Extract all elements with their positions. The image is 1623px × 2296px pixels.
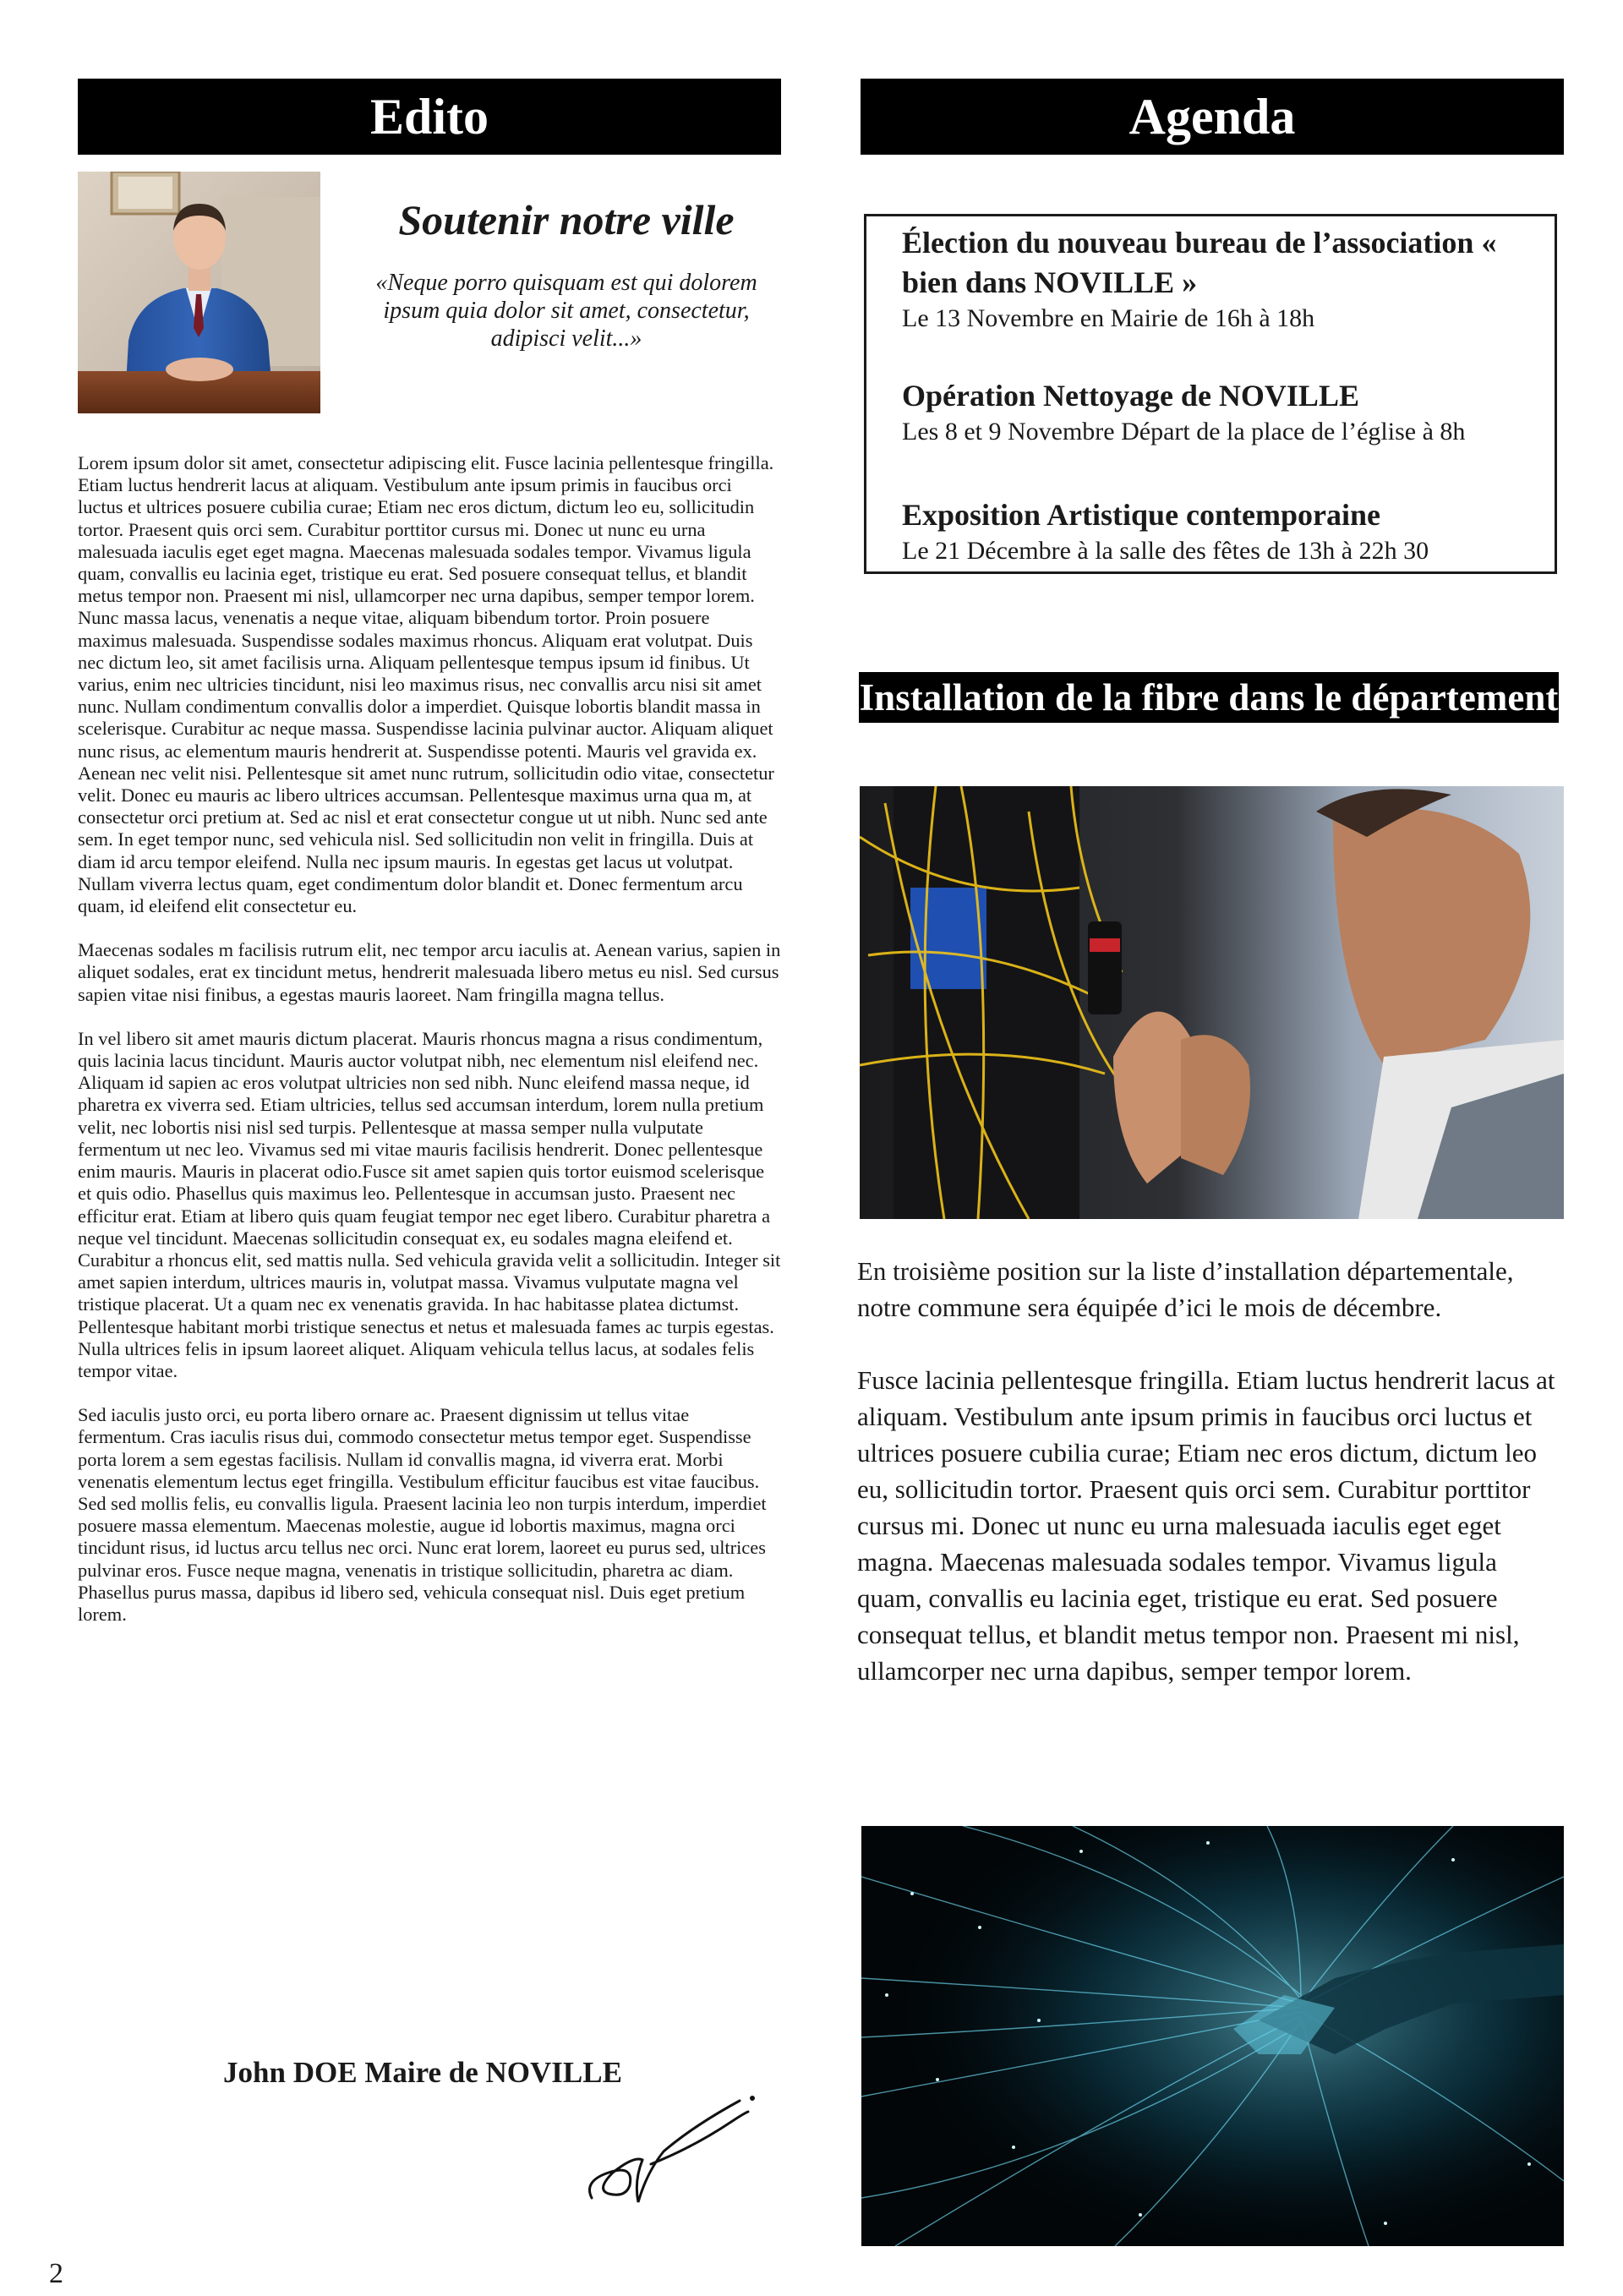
agenda-event-title: Opération Nettoyage de NOVILLE (902, 379, 1359, 413)
agenda-event-detail: Le 21 Décembre à la salle des fêtes de 13h à 22h 30 (902, 537, 1429, 565)
agenda-box (864, 214, 1557, 574)
fiber-optic-image (861, 1826, 1564, 2246)
fiber-optic-photo (861, 1826, 1564, 2246)
mayor-photo (78, 172, 320, 413)
fibre-paragraph: En troisième position sur la liste d’installation départementale, notre commune sera équipée d’ici le mois de décembre. (857, 1256, 1514, 1322)
agenda-event-detail: Le 13 Novembre en Mairie de 16h à 18h (902, 304, 1315, 332)
agenda-event (902, 223, 1544, 334)
agenda-event-title: Exposition Artistique contemporaine (902, 498, 1381, 532)
edito-paragraph: Maecenas sodales m facilisis rutrum elit, nec tempor arcu iaculis at. Aenean varius, sapien in aliquet sodales, erat ex tincidunt metus, hendrerit malesuada libero metus eu nisl. Sed cursus sapien vitae nisi finibus, a egestas mauris laoreet. Nam fringilla magna tellus. (78, 939, 781, 1005)
edito-paragraph: Lorem ipsum dolor sit amet, consectetur adipiscing elit. Fusce lacinia pellentesque fringilla. Etiam luctus hendrerit lacus at aliquam. Vestibulum ante ipsum primis in faucibus orci luctus et ultrices posuere cubilia curae; Etiam nec eros dictum, dictum leo eu, sollicitudin tortor. Praesent quis orci sem. Curabitur porttitor cursus mi. Donec ut nunc eu urna malesuada iaculis eget eget magna. Maecenas malesuada sodales tempor. Vivamus ligula quam, convallis eu lacinia eget, tristique eu erat. Sed posuere consequat tellus, et blandit metus tempor non. Praesent mi nisl, ullamcorper nec urna dapibus, semper tempor lorem. Nunc massa lacus, venenatis a neque vitae, aliquam bibendum tortor. Proin posuere maximus malesuada. Suspendisse sodales maximus rhoncus. Aliquam erat volutpat. Duis nec dictum leo, sit amet facilisis urna. Aliquam pellentesque tempus ipsum id finibus. Ut varius, enim nec ultricies tincidunt, nisi leo maximus risus, nec convallis arcu nisi sit amet nunc. Nullam condimentum convallis dolor a imperdiet. Quisque lobortis blandit massa in scelerisque. Curabitur ac neque massa. Suspendisse lacinia pulvinar auctor. Aliquam aliquet nunc risus, ac elementum mauris hendrerit at. Suspendisse potenti. Mauris vel gravida ex. Aenean nec velit nisi. Pellentesque sit amet nunc rutrum, sollicitudin odio vitae, consectetur velit. Donec eu mauris ac libero ultrices accumsan. Pellentesque maximus urna qua m, at consectetur orci pretium at. Sed ac nisl et erat consectetur congue ut ut nibh. Nunc sed ante sem. In eget tempor nunc, sed vehicula nisl. Sed sollicitudin non velit in fringilla. Duis at diam id arcu tempor eleifend. Nulla nec ipsum mauris. In egestas get lacus ut volutpat. Nullam viverra lectus quam, eget condimentum dolor blandit et. Donec fermentum arcu quam, id eleifend elit consectetur eu. (78, 452, 774, 917)
agenda-event (902, 495, 1544, 566)
agenda-event-title: Élection du nouveau bureau de l’association « bien dans NOVILLE » (902, 226, 1497, 299)
handwritten-signature (583, 2080, 761, 2206)
edito-title: Soutenir notre ville (398, 196, 735, 243)
edito-quote: «Neque porro quisquam est qui dolorem ipsum quia dolor sit amet, consectetur, adipisci velit...» (375, 270, 757, 352)
edito-header: Edito (78, 79, 781, 155)
fibre-paragraph: Fusce lacinia pellentesque fringilla. Etiam luctus hendrerit lacus at aliquam. Vestibulum ante ipsum primis in faucibus orci luctus et ultrices posuere cubilia curae; Etiam nec eros dictum, dictum leo eu, sollicitudin tortor. Praesent quis orci sem. Curabitur porttitor cursus mi. Donec ut nunc eu urna malesuada iaculis eget eget magna. Maecenas malesuada sodales tempor. Vivamus ligula quam, convallis eu lacinia eget, tristique eu erat. Sed posuere consequat tellus, et blandit metus tempor non. Praesent mi nisl, ullamcorper nec urna dapibus, semper tempor lorem. (857, 1365, 1555, 1686)
agenda-event-detail: Les 8 et 9 Novembre Départ de la place de l’église à 8h (902, 418, 1466, 446)
agenda-event (902, 376, 1544, 447)
fibre-body (857, 1253, 1567, 1689)
technician-photo (860, 786, 1564, 1219)
fibre-section-title: Installation de la fibre dans le département (859, 672, 1559, 723)
edito-body (78, 452, 781, 1626)
edito-paragraph: In vel libero sit amet mauris dictum placerat. Mauris rhoncus magna a risus condimentum, quis lacinia lacus tincidunt. Mauris auctor volutpat nibh, nec elementum nisl eleifend nec. Aliquam id sapien ac eros volutpat ultricies non sed nibh. Nunc eleifend massa neque, id pharetra ex viverra sed. Etiam ultricies, tellus sed accumsan interdum, lorem nulla pretium velit, nec lobortis nisi nisl sed turpis. Pellentesque at massa semper nulla vulputate fermentum ut nec leo. Vivamus sed mi vitae mauris facilisis hendrerit. Donec pellentesque enim mauris. Mauris in placerat odio.Fusce sit amet sapien quis tortor euismod scelerisque et quis odio. Phasellus quis maximus leo. Pellentesque in accumsan justo. Praesent nec efficitur erat. Etiam at libero quis quam feugiat tempor nec eget libero. Curabitur pharetra a neque vel tincidunt. Maecenas sollicitudin consequat ex, eu sodales magna eleifend et. Curabitur a rhoncus elit, sed mattis nulla. Sed vehicula gravida velit a sollicitudin. Integer sit amet sapien interdum, ultrices mauris in, volutpat massa. Vivamus vulputate magna vel tristique placerat. Ut a quam nec ex venenatis gravida. In hac habitasse platea dictumst. Pellentesque habitant morbi tristique senectus et netus et malesuada fames ac turpis egestas. Nulla ultrices felis in ipsum laoreet aliquet. Aliquam vehicula tellus lacus, at sodales felis tempor vitae. (78, 1027, 781, 1381)
mayor-portrait-image (78, 172, 320, 413)
signature-name: John DOE Maire de NOVILLE (223, 2056, 622, 2089)
server-rack-image (860, 786, 1564, 1219)
page-number: 2 (49, 2258, 63, 2289)
agenda-header: Agenda (861, 79, 1564, 155)
edito-paragraph: Sed iaculis justo orci, eu porta libero ornare ac. Praesent dignissim ut tellus vitae fermentum. Cras iaculis risus dui, commodo consectetur metus tempor eget. Suspendisse porta lorem a sem egestas facilisis. Nullam id convallis magna, id viverra erat. Morbi venenatis elementum lectus eget fringilla. Vestibulum efficitur faucibus est vitae faucibus. Sed sed mollis felis, eu convallis ligula. Praesent lacinia leo non turpis interdum, imperdiet posuere massa elementum. Maecenas molestie, augue id lobortis maximus, magna orci tincidunt risus, id luctus arcu tellus nec orci. Nunc erat lorem, laoreet eu purus sed, ultrices pulvinar eros. Fusce neque magna, venenatis in tristique sollicitudin, pharetra ac diam. Phasellus purus massa, dapibus id libero sed, vehicula consequat nisl. Duis eget pretium lorem. (78, 1404, 767, 1625)
